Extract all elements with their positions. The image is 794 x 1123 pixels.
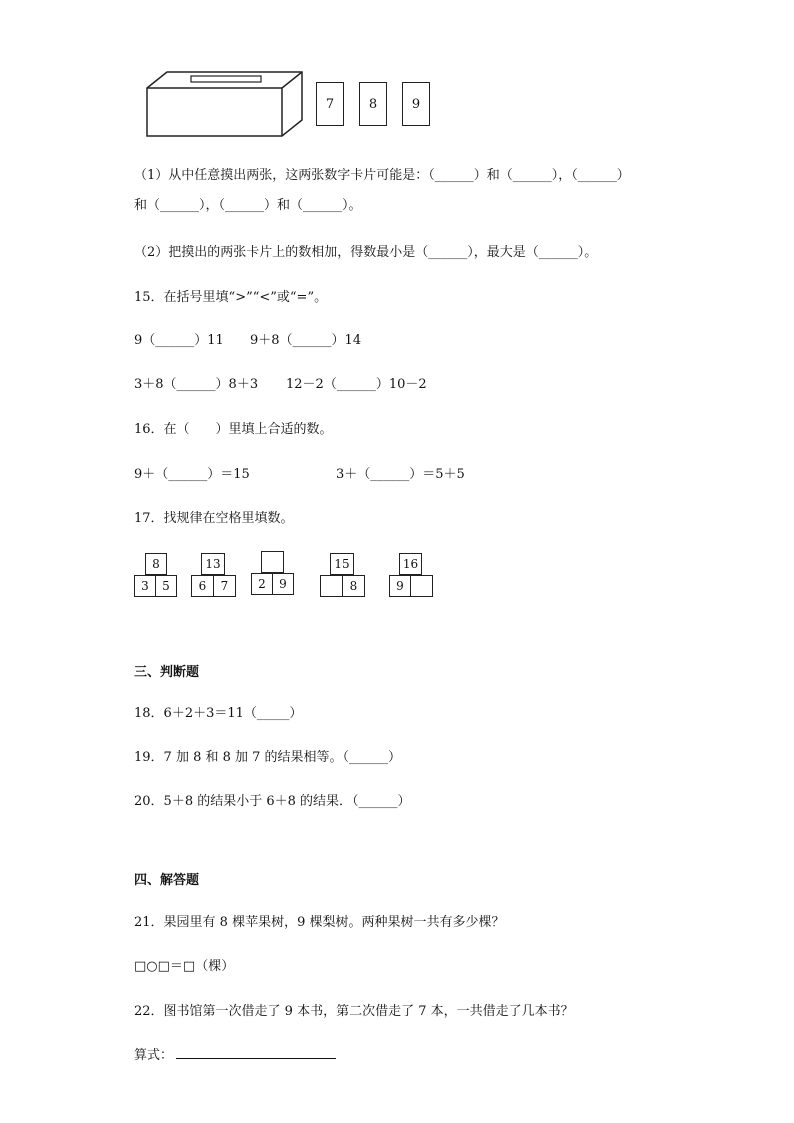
q20: 20．5＋8 的结果小于 6＋8 的结果．（______） (134, 794, 411, 809)
q21: 21．果园里有 8 棵苹果树，9 棵梨树。两种果树一共有多少棵？ (134, 915, 505, 930)
q17-title: 17．找规律在空格里填数。 (134, 511, 294, 526)
q16-a: 9＋（______）＝15 (134, 467, 250, 482)
q15-row1-b: 9＋8（______）14 (250, 333, 362, 348)
puzzle-5-left: 9 (389, 575, 411, 597)
puzzle-3-left: 2 (251, 573, 273, 595)
section-4-title: 四、解答题 (134, 873, 200, 888)
puzzle-2-top: 13 (201, 553, 225, 575)
q15-row1-a: 9（______）11 (134, 333, 224, 348)
q14-part2: （2）把摸出的两张卡片上的数相加，得数最小是（______），最大是（______）。 (134, 245, 598, 260)
q18: 18．6＋2＋3＝11（_____） (134, 706, 303, 721)
q22: 22．图书馆第一次借走了 9 本书，第二次借走了 7 本，一共借走了几本书？ (134, 1004, 574, 1019)
q15-row2-b: 12－2（______）10－2 (286, 377, 427, 392)
box-illustration (140, 66, 310, 140)
q22-formula-label: 算式： (134, 1048, 174, 1063)
q22-answer-line (176, 1058, 336, 1059)
q16-b: 3＋（______）＝5＋5 (336, 467, 465, 482)
puzzle-4-right: 8 (342, 575, 365, 597)
section-3-title: 三、判断题 (134, 665, 200, 680)
puzzle-1-left: 3 (134, 575, 156, 597)
puzzle-3-top (261, 551, 284, 573)
puzzle-2-right: 7 (213, 575, 236, 597)
number-card-8: 8 (359, 82, 387, 126)
q19: 19．7 加 8 和 8 加 7 的结果相等。（______） (134, 750, 402, 765)
number-card-9: 9 (402, 82, 430, 126)
puzzle-5-right (410, 575, 433, 597)
q21-answer-template: □○□＝□（棵） (134, 959, 235, 974)
q14-part1-line1: （1）从中任意摸出两张，这两张数字卡片可能是：（______）和（______），（______） (134, 168, 630, 183)
q15-title: 15．在括号里填“>”“<”或“=”。 (134, 290, 328, 305)
q15-row2-a: 3＋8（______）8＋3 (134, 377, 259, 392)
puzzle-1-top: 8 (145, 553, 167, 575)
puzzle-1-right: 5 (155, 575, 177, 597)
puzzle-3-right: 9 (272, 573, 294, 595)
puzzle-5-top: 16 (399, 553, 422, 575)
q16-title: 16．在（ ）里填上合适的数。 (134, 422, 333, 437)
puzzle-4-top: 15 (330, 553, 354, 575)
number-card-7: 7 (316, 82, 344, 126)
puzzle-4-left (320, 575, 343, 597)
puzzle-2-left: 6 (191, 575, 214, 597)
q14-part1-line2: 和（______），（______）和（______）。 (134, 198, 362, 213)
